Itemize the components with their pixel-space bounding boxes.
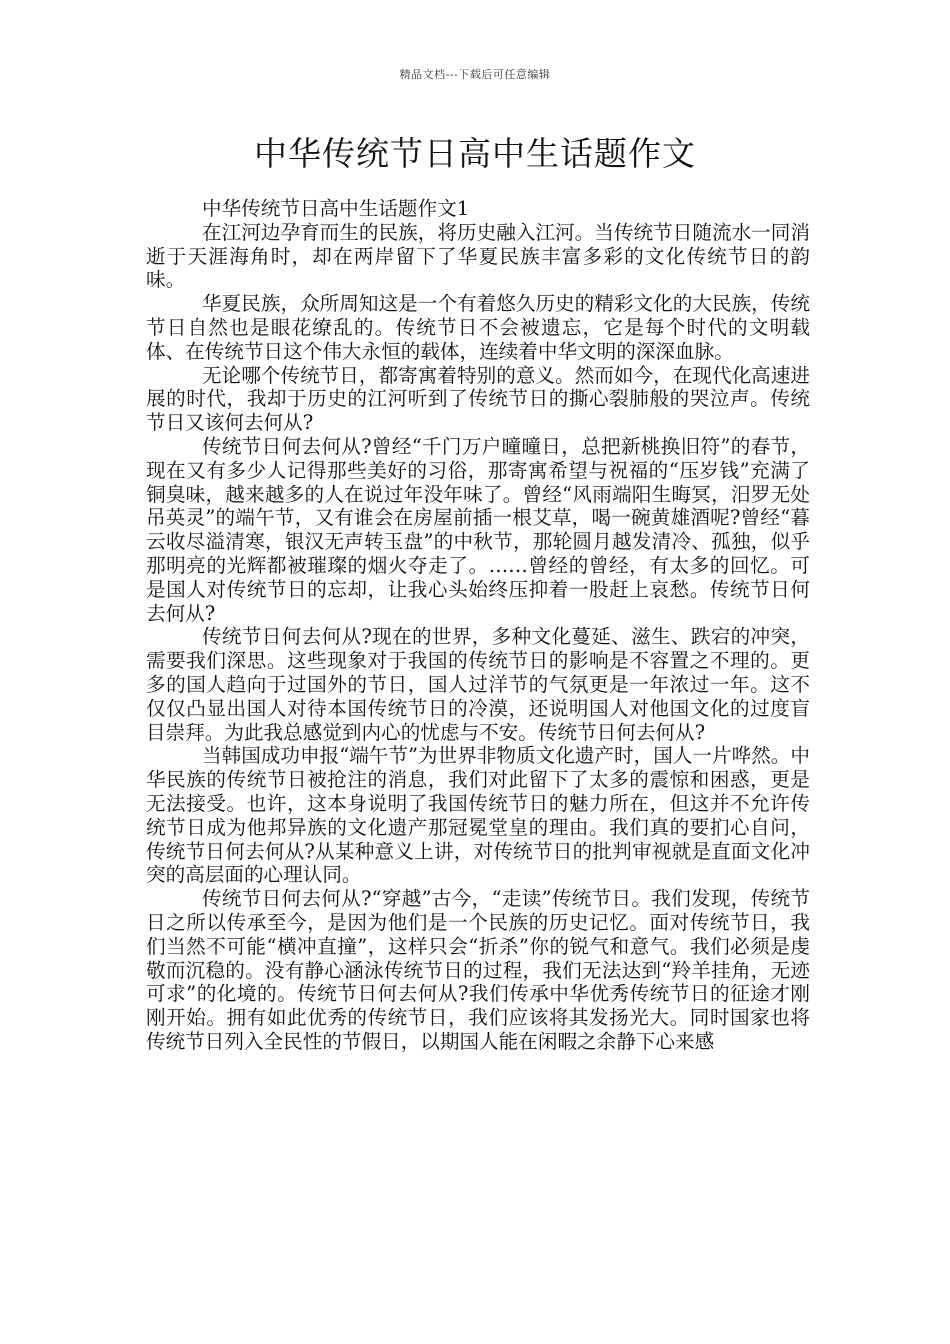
paragraph-7: 传统节日何去何从?“穿越”古今，“走读”传统节日。我们发现，传统节日之所以传承至今，是因为他们是一个民族的历史记忆。面对传统节日，我们当然不可能“横冲直撞”，这样只会“折杀”你的锐气和意气。我们必须是虔敬而沉稳的。没有静心涵泳传统节日的过程，我们无法达到“羚羊挂角，无迹可求”的化境的。传统节日何去何从?我们传承中华优秀传统节日的征途才刚刚开始。拥有如此优秀的传统节日，我们应该将其发扬光大。同时国家也将传统节日列入全民性的节假日，以期国人能在闲暇之余静下心来感 xyxy=(146,887,810,1053)
document-subtitle: 中华传统节日高中生话题作文1 xyxy=(202,197,470,220)
paragraph-1: 在江河边孕育而生的民族，将历史融入江河。当传统节日随流水一同消逝于天涯海角时，却在两岸留下了华夏民族丰富多彩的文化传统节日的韵味。 xyxy=(146,220,810,292)
paragraph-2: 华夏民族，众所周知这是一个有着悠久历史的精彩文化的大民族，传统节日自然也是眼花缭乱的。传统节日不会被遗忘，它是每个时代的文明载体、在传统节日这个伟大永恒的载体，连续着中华文明的深深血脉。 xyxy=(146,292,810,363)
paragraph-4: 传统节日何去何从?曾经“千门万户曈曈日，总把新桃换旧符”的春节，现在又有多少人记得那些美好的习俗，那寄寓希望与祝福的“压岁钱”充满了铜臭味，越来越多的人在说过年没年味了。曾经“风雨端阳生晦冥，汨罗无处吊英灵”的端午节，又有谁会在房屋前插一根艾草，喝一碗黄雄酒呢?曾经“暮云收尽溢清寒，银汉无声转玉盘”的中秋节，那轮圆月越发清冷、孤独，似乎那明亮的光辉都被璀璨的烟火夺走了。……曾经的曾经，有太多的回忆。可是国人对传统节日的忘却，让我心头始终压抑着一股赶上哀愁。传统节日何去何从? xyxy=(146,434,810,625)
paragraph-6: 当韩国成功申报“端午节”为世界非物质文化遗产时，国人一片哗然。中华民族的传统节日被抢注的消息，我们对此留下了太多的震惊和困惑，更是无法接受。也许，这本身说明了我国传统节日的魅力所在，但这并不允许传统节日成为他邦异族的文化遗产那冠冕堂皇的理由。我们真的要扪心自问，传统节日何去何从?从某种意义上讲，对传统节日的批判审视就是直面文化冲突的高层面的心理认同。 xyxy=(146,744,810,887)
document-title: 中华传统节日高中生话题作文 xyxy=(254,134,696,173)
paragraph-3: 无论哪个传统节日，都寄寓着特别的意义。然而如今，在现代化高速进展的时代，我却于历史的江河听到了传统节日的撕心裂肺般的哭泣声。传统节日又该何去何从? xyxy=(146,363,810,435)
document-body xyxy=(146,197,810,1054)
header-note: 精品文档---下载后可任意编辑 xyxy=(399,68,551,81)
paragraph-5: 传统节日何去何从?现在的世界，多种文化蔓延、滋生、跌宕的冲突，需要我们深思。这些现象对于我国的传统节日的影响是不容置之不理的。更多的国人趋向于过国外的节日，国人过洋节的气氛更是一年浓过一年。这不仅仅凸显出国人对待本国传统节日的冷漠，还说明国人对他国文化的过度盲目崇拜。为此我总感觉到内心的忧虑与不安。传统节日何去何从? xyxy=(146,625,810,744)
